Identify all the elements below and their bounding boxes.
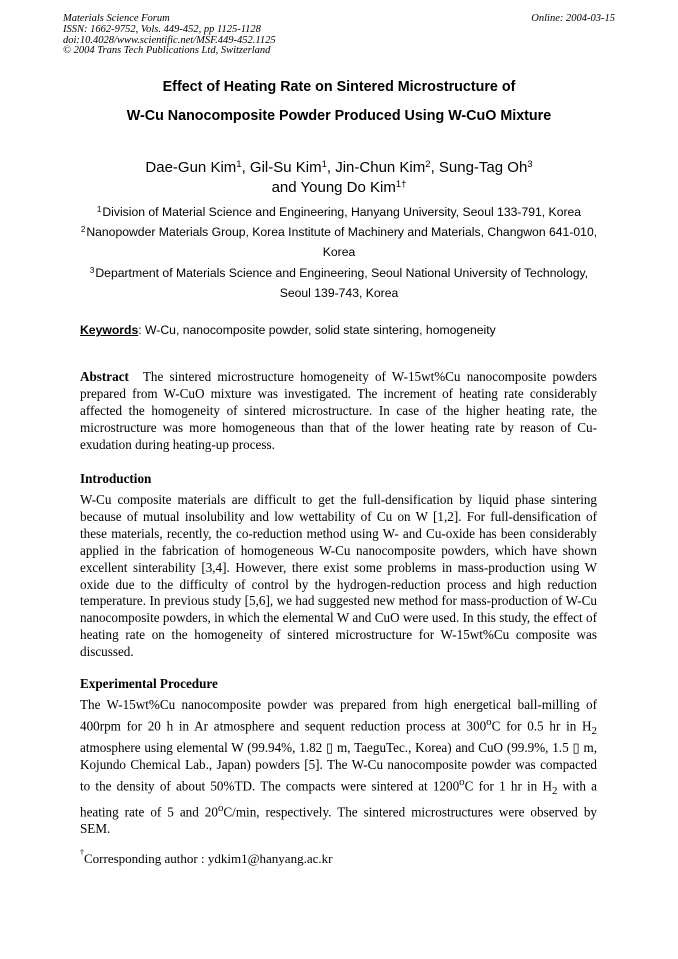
- experimental-text: The W-15wt%Cu nanocomposite powder was prepared from high energetical ball-milling of 400rpm for 20 h in Ar atmosphere and sequent reduction process at 300: [80, 697, 597, 734]
- author-affil-marker: 1: [321, 159, 327, 170]
- author-name: , Sung-Tag Oh: [430, 159, 528, 176]
- affiliation-text: Division of Material Science and Engineering, Hanyang University, Seoul 133-791, Korea: [102, 205, 582, 219]
- affiliation-text: Department of Materials Science and Engineering, Seoul National University of Technology, Seoul 139-743, Korea: [95, 266, 589, 301]
- abstract-label: Abstract: [80, 369, 129, 384]
- experimental-text: C for 0.5 hr in H: [491, 718, 592, 734]
- degree-symbol: o: [486, 715, 492, 728]
- abstract: [80, 369, 597, 454]
- journal-name: Materials Science Forum: [63, 13, 170, 24]
- experimental-text: C for 1 hr in H: [464, 778, 552, 793]
- introduction-heading: Introduction: [80, 471, 152, 486]
- affiliation-2: [80, 222, 598, 263]
- keywords: [80, 323, 598, 337]
- abstract-text: The sintered microstructure homogeneity of W-15wt%Cu nanocomposite powders prepared from W-CuO mixture was investigated. The increment of heating rate considerably affected the homogeneity of sintered microstructure. In case of the higher heating rate, the microstructure was more homogeneous than that of the lower heating rate by reason of Cu-exudation during heating-up process.: [80, 369, 597, 452]
- author-affil-marker: 1†: [395, 179, 407, 190]
- author-name: , Jin-Chun Kim: [326, 159, 426, 176]
- experimental-heading: Experimental Procedure: [80, 676, 218, 691]
- degree-symbol: o: [459, 775, 465, 788]
- subscript: 2: [551, 784, 558, 797]
- author-list-line-2: [40, 178, 638, 198]
- footnote-text: Corresponding author : ydkim1@hanyang.ac.kr: [84, 851, 333, 866]
- affiliation-marker: 1: [96, 205, 102, 214]
- paper-title-line-2: W-Cu Nanocomposite Powder Produced Using W-CuO Mixture: [126, 108, 552, 124]
- experimental-text: with a heating rate of 5 and 20: [80, 778, 597, 819]
- author-affil-marker: 3: [527, 159, 533, 170]
- experimental-text: C/min, respectively. The sintered microstructures were observed by SEM.: [80, 803, 597, 836]
- author-name: and Young Do Kim: [271, 179, 396, 196]
- paper-title-line-1: Effect of Heating Rate on Sintered Microstructure of: [162, 79, 516, 95]
- degree-symbol: o: [217, 801, 224, 814]
- affiliation-marker: 3: [89, 266, 95, 275]
- issn-line: ISSN: 1662-9752, Vols. 449-452, pp 1125-1128: [63, 23, 261, 35]
- keywords-text: : W-Cu, nanocomposite powder, solid state sintering, homogeneity: [138, 323, 496, 337]
- author-name: , Gil-Su Kim: [241, 159, 322, 176]
- doi-line: doi:10.4028/www.scientific.net/MSF.449-452.1125: [63, 34, 276, 46]
- dagger-marker: †: [80, 848, 84, 857]
- affiliation-1: [80, 202, 598, 222]
- copyright-line: © 2004 Trans Tech Publications Ltd, Switzerland: [63, 45, 271, 57]
- author-list-line-1: [40, 158, 638, 178]
- subscript: 2: [591, 724, 597, 737]
- author-affil-marker: 2: [425, 159, 431, 170]
- introduction-paragraph: W-Cu composite materials are difficult to get the full-densification by liquid phase sintering because of mutual insolubility and low wettability of Cu on W [1,2]. For full-densification of these materials, recently, the co-reduction method using W- and Cu-oxide has been considerably applied in the fabrication of homogeneous W-Cu nanocomposite powders, which have shown excellent sinterability [3,4]. However, there exist some problems in mass-production using W oxide due to the difficulty of control by the hydrogen-reduction process and high reduction temperature. In previous study [5,6], we had suggested new method for mass-production of W-Cu nanocomposite powders, in which the elemental W and CuO were used. In this study, the effect of heating rate on the homogeneity of sintered microstructure for W-15wt%Cu composite was discussed.: [80, 492, 597, 660]
- online-date: Online: 2004-03-15: [531, 13, 615, 24]
- author-name: Dae-Gun Kim: [145, 159, 237, 176]
- experimental-paragraph: [80, 697, 597, 838]
- author-affil-marker: 1: [236, 159, 242, 170]
- journal-header: [63, 14, 276, 57]
- corresponding-author-footnote: [80, 848, 333, 867]
- affiliation-marker: 2: [80, 225, 86, 234]
- experimental-text: atmosphere using elemental W (99.94%, 1.82 ▯ m, TaeguTec., Korea) and CuO (99.9%, 1.5 ▯ m, Kojundo Chemical Lab., Japan) powders [5]. The W-Cu nanocomposite powder was compacted to the density of about 50%TD. The compacts were sintered at 1200: [80, 739, 597, 793]
- keywords-label: Keywords: [80, 323, 139, 337]
- affiliation-text: Nanopowder Materials Group, Korea Institute of Machinery and Materials, Changwon 641-010, Korea: [86, 225, 598, 260]
- affiliation-3: [80, 263, 598, 304]
